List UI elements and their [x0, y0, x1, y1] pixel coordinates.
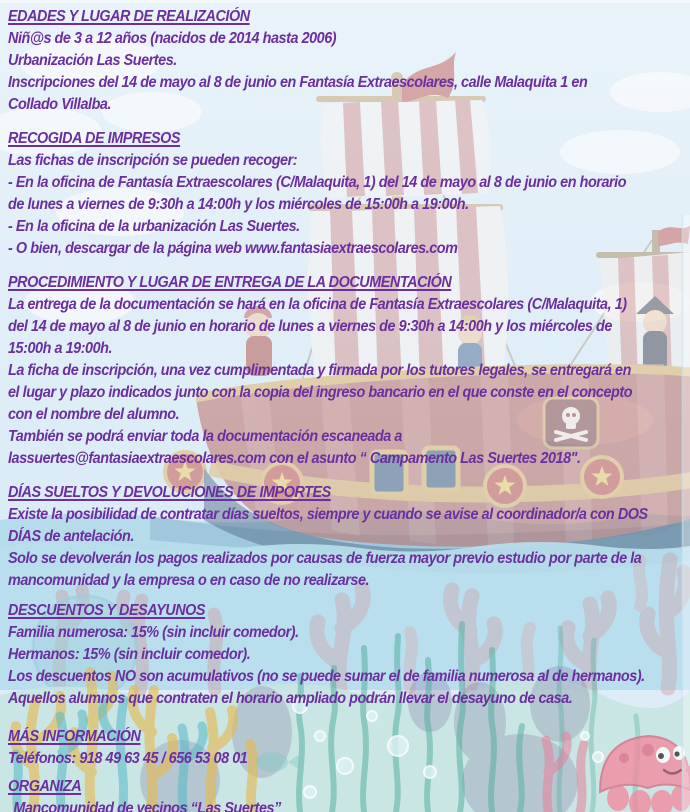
section-heading-organiza: ORGANIZA: [8, 778, 82, 795]
section-heading-recogida: RECOGIDA DE IMPRESOS: [8, 130, 181, 147]
text-line: Collado Villalba.: [8, 96, 112, 113]
section-heading-mas-informacion: MÁS INFORMACIÓN: [8, 728, 141, 745]
text-line: Aquellos alumnos que contraten el horario ampliado podrán llevar el desayuno de casa.: [8, 690, 573, 707]
section-mas-informacion: [8, 726, 690, 770]
text-line: Hermanos: 15% (sin incluir comedor).: [8, 646, 251, 663]
text-line: 15:00h a 19:00h.: [8, 340, 113, 357]
section-heading-descuentos: DESCUENTOS Y DESAYUNOS: [8, 602, 206, 619]
text-line-organizador: Mancomunidad de vecinos “Las Suertes”: [13, 800, 281, 812]
text-line: Los descuentos NO son acumulativos (no se puede sumar el de familia numerosa al de hermanos).: [8, 668, 645, 685]
text-line: Urbanización Las Suertes.: [8, 52, 177, 69]
text-line: DÍAS de antelación.: [8, 528, 134, 545]
section-dias-sueltos: [8, 482, 690, 592]
text-line: Niñ@s de 3 a 12 años (nacidos de 2014 hasta 2006): [8, 30, 337, 47]
text-line: Solo se devolverán los pagos realizados por causas de fuerza mayor previo estudio por parte de la: [8, 550, 642, 567]
text-line: Las fichas de inscripción se pueden recoger:: [8, 152, 298, 169]
section-heading-dias-sueltos: DÍAS SUELTOS Y DEVOLUCIONES DE IMPORTES: [8, 484, 331, 501]
section-descuentos: [8, 600, 690, 710]
text-line-website: - O bien, descargar de la página web www.fantasiaextraescolares.com: [8, 240, 458, 257]
section-heading-edades: EDADES Y LUGAR DE REALIZACIÓN: [8, 8, 250, 25]
text-line-telefonos: Teléfonos: 918 49 63 45 / 656 53 08 01: [8, 750, 248, 767]
text-line: - En la oficina de la urbanización Las Suertes.: [8, 218, 300, 235]
text-line: Inscripciones del 14 de mayo al 8 de junio en Fantasía Extraescolares, calle Malaquita 1 en: [8, 74, 588, 91]
text-line: Familia numerosa: 15% (sin incluir comedor).: [8, 624, 299, 641]
text-line: Existe la posibilidad de contratar días sueltos, siempre y cuando se avise al coordinador/a con DOS: [8, 506, 648, 523]
text-line: También se podrá enviar toda la documentación escaneada a: [8, 428, 402, 445]
text-line: con el nombre del alumno.: [8, 406, 180, 423]
section-organiza: [8, 776, 690, 812]
text-line: - En la oficina de Fantasía Extraescolares (C/Malaquita, 1) del 14 de mayo al 8 de junio en horario: [8, 174, 627, 191]
text-line: el lugar y plazo indicados junto con la copia del ingreso bancario en el que conste en el concepto: [8, 384, 633, 401]
text-line: mancomunidad y la empresa o en caso de no realizarse.: [8, 572, 370, 589]
section-edades: [8, 6, 690, 116]
section-heading-procedimiento: PROCEDIMIENTO Y LUGAR DE ENTREGA DE LA DOCUMENTACIÓN: [8, 274, 452, 291]
text-line: del 14 de mayo al 8 de junio en horario de lunes a viernes de 9:30h a 14:00h y los miércoles de: [8, 318, 612, 335]
section-procedimiento: [8, 272, 690, 470]
text-line: La ficha de inscripción, una vez cumplimentada y firmada por los tutores legales, se entregará en: [8, 362, 631, 379]
text-line: La entrega de la documentación se hará en la oficina de Fantasía Extraescolares (C/Malaquita, 1): [8, 296, 627, 313]
section-recogida: [8, 128, 690, 260]
text-line-email: lassuertes@fantasiaextraescolares.com con el asunto “ Campamento Las Suertes 2018".: [8, 450, 581, 467]
text-line: de lunes a viernes de 9:30h a 14:00h y los miércoles de 15:00h a 19:00h.: [8, 196, 469, 213]
